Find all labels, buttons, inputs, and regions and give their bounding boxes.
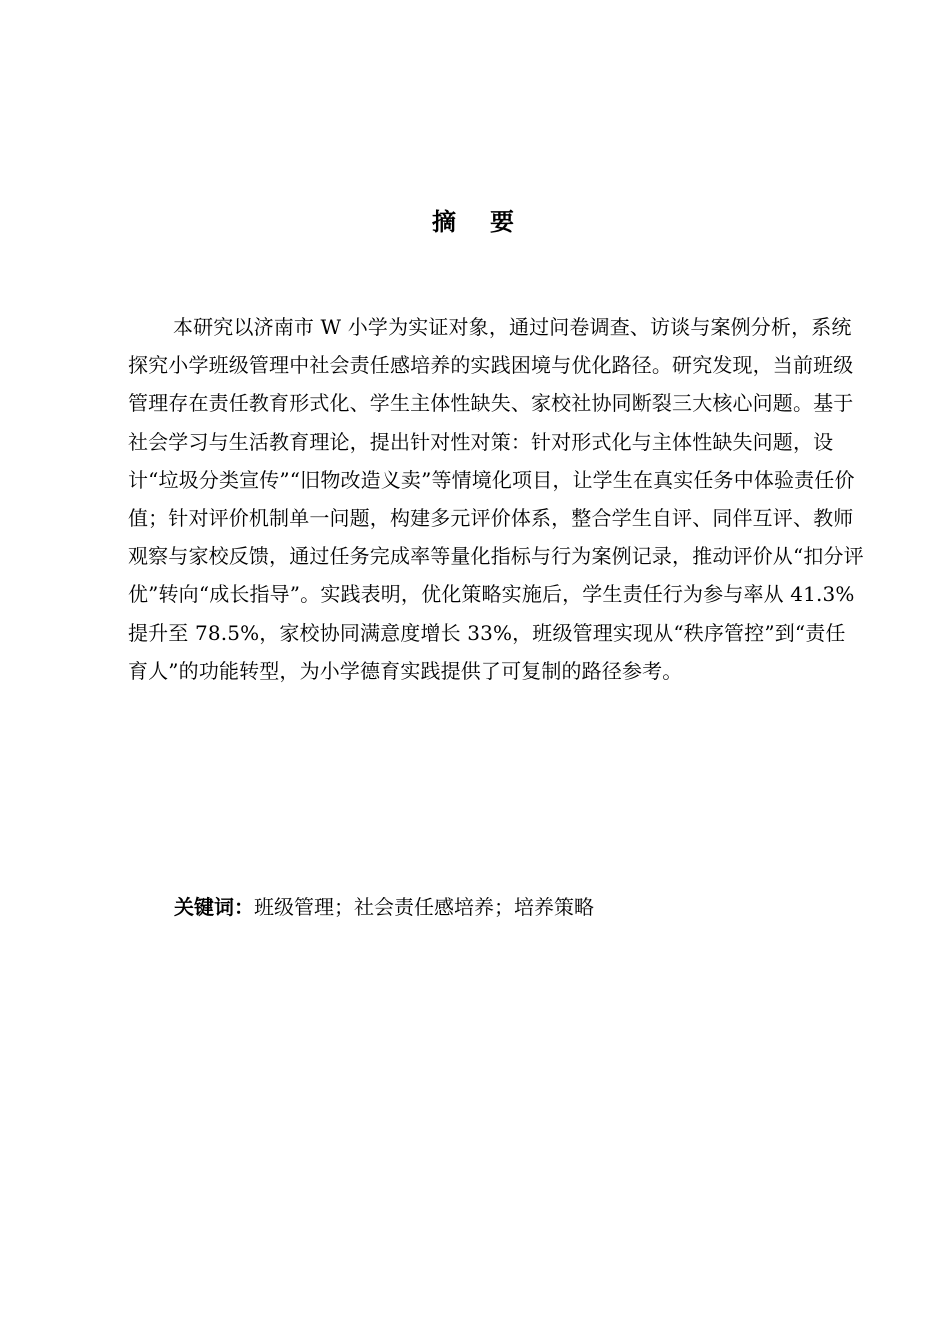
- keywords-label: 关键词：: [174, 895, 254, 919]
- abstract-title: 摘要: [432, 208, 548, 236]
- abstract-body: 本研究以济南市 W 小学为实证对象，通过问卷调查、访谈与案例分析，系统探究小学班级管理中社会责任感培养的实践困境与优化路径。研究发现，当前班级管理存在责任教育形式化、学生主体性缺失、家校社协同断裂三大核心问题。基于社会学习与生活教育理论，提出针对性对策：针对形式化与主体性缺失问题，设计“垃圾分类宣传”“旧物改造义卖”等情境化项目，让学生在真实任务中体验责任价值；针对评价机制单一问题，构建多元评价体系，整合学生自评、同伴互评、教师观察与家校反馈，通过任务完成率等量化指标与行为案例记录，推动评价从“扣分评优”转向“成长指导”。实践表明，优化策略实施后，学生责任行为参与率从 41.3%提升至 78.5%，家校协同满意度增长 33%，班级管理实现从“秩序管控”到“责任育人”的功能转型，为小学德育实践提供了可复制的路径参考。: [128, 315, 864, 683]
- keywords-line: [174, 888, 594, 926]
- keywords-value: 班级管理；社会责任感培养；培养策略: [254, 895, 594, 919]
